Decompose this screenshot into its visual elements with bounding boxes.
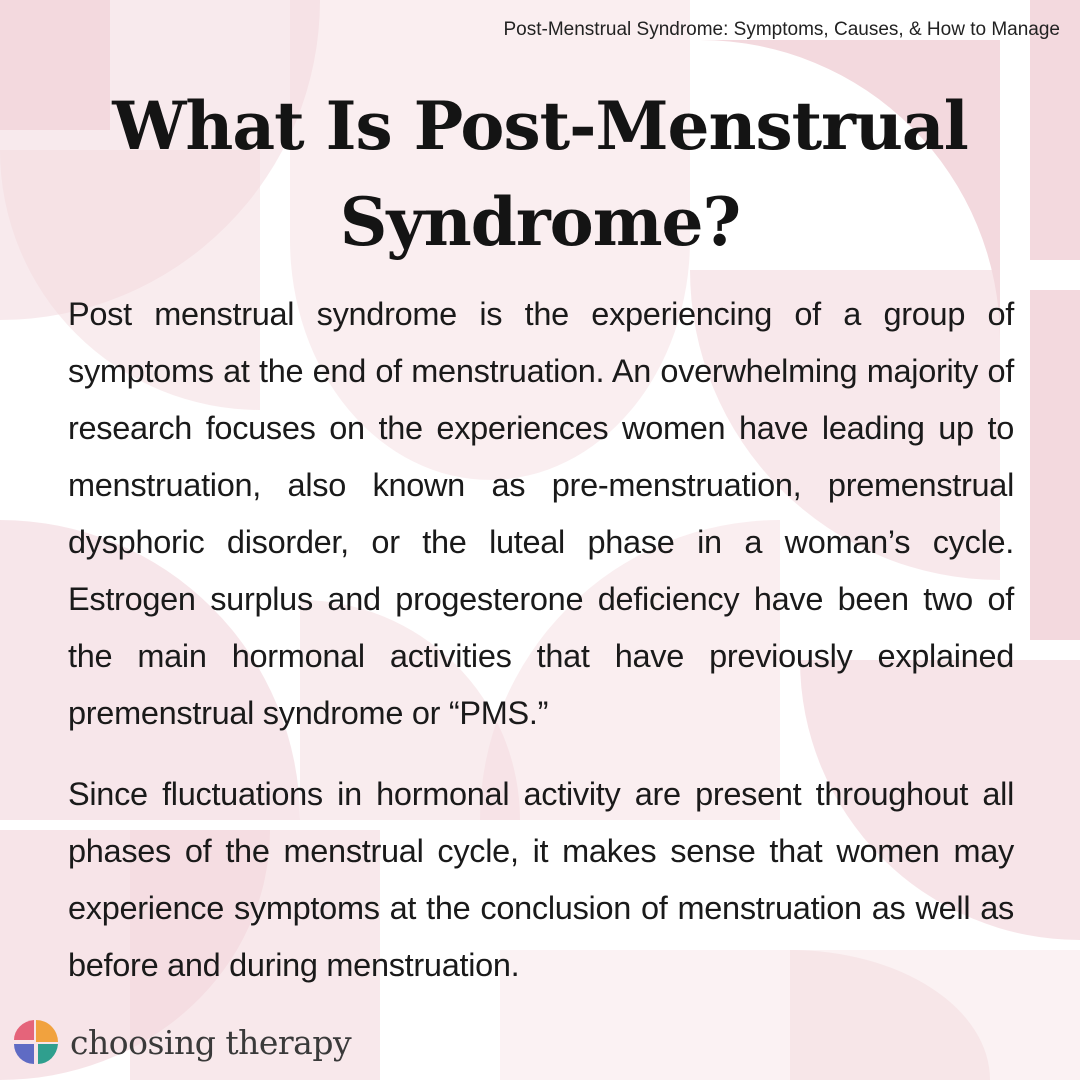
choosing-therapy-logo-icon [12,1018,60,1066]
paragraph: Post menstrual syndrome is the experiencing of a group of symptoms at the end of menstruation. An overwhelming majority of research focuses on the experiences women have leading up to menstruation, also known as pre-menstruation, premenstrual dysphoric disorder, or the luteal phase in a woman’s cycle. Estrogen surplus and progesterone deficiency have been two of the main hormonal activities that have previously explained premenstrual syndrome or “PMS.” [68,296,1014,731]
logo-segment [38,1044,58,1064]
bg-shape [1030,290,1080,640]
brand-name: choosing therapy [70,1022,352,1062]
paragraph: Since fluctuations in hormonal activity are present throughout all phases of the menstrual cycle, it makes sense that women may experience symptoms at the conclusion of menstruation as well as before and during menstruation. [68,776,1014,983]
logo-segment [36,1020,58,1042]
article-title: Post-Menstrual Syndrome: Symptoms, Causes, & How to Manage [503,19,1060,40]
logo-segment [14,1044,34,1064]
page-heading: What Is Post-Menstrual Syndrome? [112,87,968,261]
logo-segment [14,1020,34,1040]
brand-logo [12,1016,351,1068]
article-body [68,286,1014,994]
